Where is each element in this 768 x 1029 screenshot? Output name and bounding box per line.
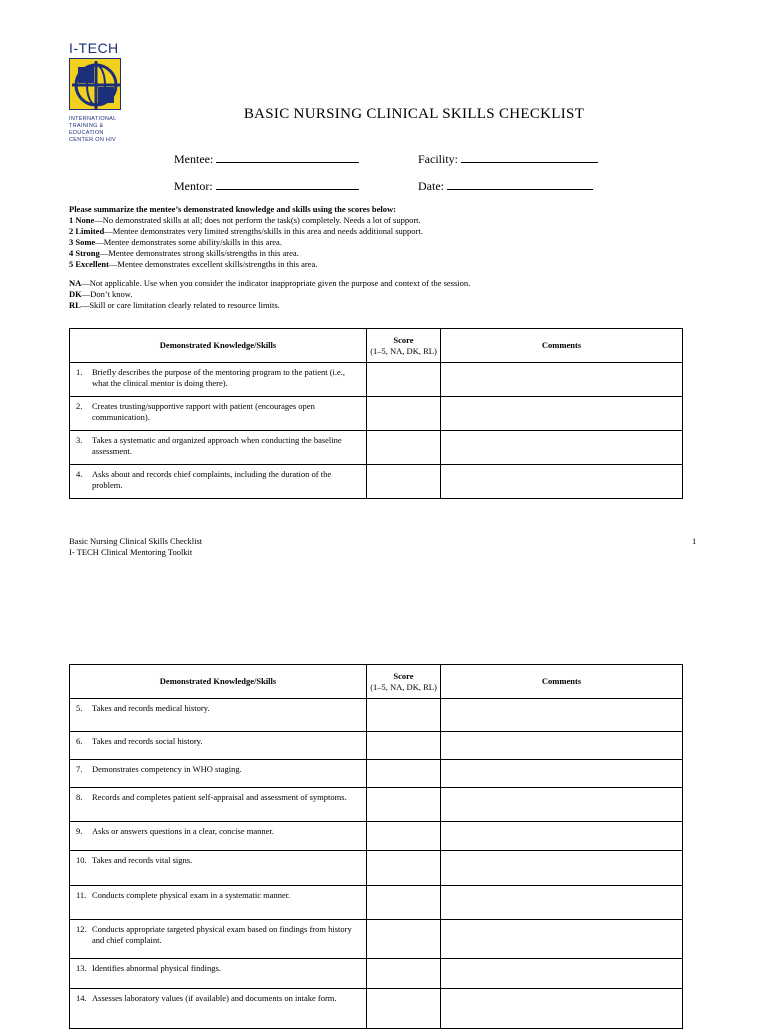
score-definition — [69, 237, 719, 248]
table-row — [70, 851, 683, 886]
skill-number: 11. — [76, 890, 87, 900]
table-header-row — [70, 665, 683, 699]
score-label: 3 Some — [69, 237, 96, 247]
table-row — [70, 431, 683, 465]
score-cell[interactable] — [367, 431, 441, 465]
skills-header: Demonstrated Knowledge/Skills — [70, 329, 367, 363]
score-header-sub: (1–5, NA, DK, RL) — [370, 345, 437, 356]
skill-text: Asks or answers questions in a clear, concise manner. — [92, 826, 274, 836]
skill-text: Takes and records social history. — [92, 736, 203, 746]
comments-cell[interactable] — [441, 760, 683, 788]
mentee-label: Mentee: — [174, 152, 214, 166]
code-label: NA — [69, 278, 82, 288]
skill-cell — [70, 920, 367, 959]
skill-cell — [70, 822, 367, 851]
table-row — [70, 822, 683, 851]
skill-number: 5. — [76, 703, 83, 713]
comments-header: Comments — [441, 329, 683, 363]
skill-cell — [70, 788, 367, 822]
mentor-blank[interactable] — [216, 177, 359, 190]
skill-number: 7. — [76, 764, 83, 774]
comments-cell[interactable] — [441, 989, 683, 1029]
code-definition — [69, 300, 719, 311]
skill-text: Conducts complete physical exam in a systematic manner. — [92, 890, 291, 900]
score-label: 2 Limited — [69, 226, 105, 236]
score-cell[interactable] — [367, 920, 441, 959]
facility-field[interactable] — [418, 150, 598, 167]
skill-text: Records and completes patient self-appraisal and assessment of symptoms. — [92, 792, 347, 802]
score-header-sub: (1–5, NA, DK, RL) — [370, 681, 437, 692]
table-row — [70, 363, 683, 397]
skill-text: Takes and records medical history. — [92, 703, 210, 713]
scoring-instructions — [69, 204, 719, 311]
skill-number: 9. — [76, 826, 83, 836]
skill-cell — [70, 732, 367, 760]
score-definition — [69, 248, 719, 259]
code-definition — [69, 278, 719, 289]
instructions-heading: Please summarize the mentee’s demonstrated knowledge and skills using the scores below: — [69, 204, 396, 214]
skill-text: Takes a systematic and organized approach when conducting the baseline assessment. — [92, 435, 342, 456]
footer-line: Basic Nursing Clinical Skills Checklist — [69, 536, 203, 546]
score-cell[interactable] — [367, 788, 441, 822]
code-definition — [69, 289, 719, 300]
skill-number: 12. — [76, 924, 87, 934]
score-cell[interactable] — [367, 959, 441, 989]
comments-cell[interactable] — [441, 397, 683, 431]
skill-cell — [70, 760, 367, 788]
skill-cell — [70, 959, 367, 989]
skills-table-page-2 — [69, 664, 683, 1029]
comments-cell[interactable] — [441, 363, 683, 397]
score-cell[interactable] — [367, 886, 441, 920]
table-row — [70, 732, 683, 760]
score-header-title: Score — [393, 670, 414, 681]
logo-caption-line: EDUCATION — [69, 130, 104, 136]
comments-header: Comments — [441, 665, 683, 699]
globe-logo-icon — [69, 58, 121, 110]
skill-text: Assesses laboratory values (if available) and documents on intake form. — [92, 993, 337, 1003]
score-label: 1 None — [69, 215, 95, 225]
skill-cell — [70, 465, 367, 499]
skills-table-page-1 — [69, 328, 683, 499]
skill-cell — [70, 363, 367, 397]
logo-title: I-TECH — [69, 40, 119, 56]
score-label: 5 Excellent — [69, 259, 109, 269]
score-definition — [69, 215, 719, 226]
score-header — [367, 329, 441, 363]
facility-label: Facility: — [418, 152, 458, 166]
facility-blank[interactable] — [461, 150, 598, 163]
skill-text: Identifies abnormal physical findings. — [92, 963, 221, 973]
skill-number: 8. — [76, 792, 83, 802]
comments-cell[interactable] — [441, 699, 683, 732]
skill-cell — [70, 431, 367, 465]
score-cell[interactable] — [367, 851, 441, 886]
score-label: 4 Strong — [69, 248, 100, 258]
footer-line: I- TECH Clinical Mentoring Toolkit — [69, 547, 193, 557]
comments-cell[interactable] — [441, 732, 683, 760]
score-definition — [69, 226, 719, 237]
comments-cell[interactable] — [441, 431, 683, 465]
code-label: RL — [69, 300, 81, 310]
logo-caption-line: TRAINING & — [69, 123, 104, 129]
skill-text: Creates trusting/supportive rapport with patient (encourages open communication). — [92, 401, 315, 422]
skill-cell — [70, 699, 367, 732]
score-cell[interactable] — [367, 363, 441, 397]
score-cell[interactable] — [367, 732, 441, 760]
comments-cell[interactable] — [441, 465, 683, 499]
comments-cell[interactable] — [441, 788, 683, 822]
mentee-field[interactable] — [174, 150, 359, 167]
comments-cell[interactable] — [441, 822, 683, 851]
score-text: —Mentee demonstrates strong skills/strengths in this area. — [99, 248, 299, 258]
mentor-field[interactable] — [174, 177, 359, 194]
skill-number: 14. — [76, 993, 87, 1003]
skill-number: 4. — [76, 469, 83, 479]
skill-number: 10. — [76, 855, 87, 865]
skill-text: Demonstrates competency in WHO staging. — [92, 764, 242, 774]
skill-number: 13. — [76, 963, 87, 973]
score-cell[interactable] — [367, 989, 441, 1029]
score-cell[interactable] — [367, 822, 441, 851]
comments-cell[interactable] — [441, 959, 683, 989]
skill-number: 1. — [76, 367, 83, 377]
table-row — [70, 699, 683, 732]
table-row — [70, 465, 683, 499]
date-blank[interactable] — [447, 177, 593, 190]
score-cell[interactable] — [367, 699, 441, 732]
score-text: —No demonstrated skills at all; does not perform the task(s) completely. Needs a lot of support. — [94, 215, 421, 225]
page-number: 1 — [692, 536, 697, 546]
skill-text: Conducts appropriate targeted physical exam based on findings from history and chief complaint. — [92, 924, 352, 945]
code-text: —Not applicable. Use when you consider the indicator inappropriate given the purpose and context of the session. — [81, 278, 471, 288]
skill-text: Briefly describes the purpose of the mentoring program to the patient (i.e., what the clinical mentor is doing there). — [92, 367, 346, 388]
code-text: —Skill or care limitation clearly related to resource limits. — [80, 300, 280, 310]
comments-cell[interactable] — [441, 920, 683, 959]
comments-cell[interactable] — [441, 851, 683, 886]
table-row — [70, 760, 683, 788]
table-row — [70, 886, 683, 920]
skill-text: Takes and records vital signs. — [92, 855, 193, 865]
skill-text: Asks about and records chief complaints, including the duration of the problem. — [92, 469, 332, 490]
score-text: —Mentee demonstrates very limited strengths/skills in this area and needs additional support. — [104, 226, 423, 236]
code-text: —Don’t know. — [81, 289, 133, 299]
table-row — [70, 397, 683, 431]
skill-number: 2. — [76, 401, 83, 411]
date-field[interactable] — [418, 177, 593, 194]
score-header-title: Score — [393, 334, 414, 345]
table-row — [70, 959, 683, 989]
score-text: —Mentee demonstrates excellent skills/strengths in this area. — [108, 259, 318, 269]
comments-cell[interactable] — [441, 886, 683, 920]
skill-cell — [70, 989, 367, 1029]
score-cell[interactable] — [367, 465, 441, 499]
table-header-row — [70, 329, 683, 363]
code-label: DK — [69, 289, 82, 299]
logo-caption-line: CENTER ON HIV — [69, 137, 116, 143]
score-text: —Mentee demonstrates some ability/skills in this area. — [95, 237, 282, 247]
page-footer — [69, 536, 202, 558]
skill-number: 6. — [76, 736, 83, 746]
score-definition — [69, 259, 719, 270]
score-cell[interactable] — [367, 397, 441, 431]
mentor-label: Mentor: — [174, 179, 213, 193]
document-title: BASIC NURSING CLINICAL SKILLS CHECKLIST — [243, 106, 585, 122]
skill-cell — [70, 397, 367, 431]
skill-cell — [70, 851, 367, 886]
skills-header: Demonstrated Knowledge/Skills — [70, 665, 367, 699]
score-header — [367, 665, 441, 699]
table-row — [70, 989, 683, 1029]
logo-caption-line: INTERNATIONAL — [69, 116, 117, 122]
date-label: Date: — [418, 179, 444, 193]
score-cell[interactable] — [367, 760, 441, 788]
table-row — [70, 920, 683, 959]
skill-number: 3. — [76, 435, 83, 445]
table-row — [70, 788, 683, 822]
mentee-blank[interactable] — [216, 150, 359, 163]
skill-cell — [70, 886, 367, 920]
